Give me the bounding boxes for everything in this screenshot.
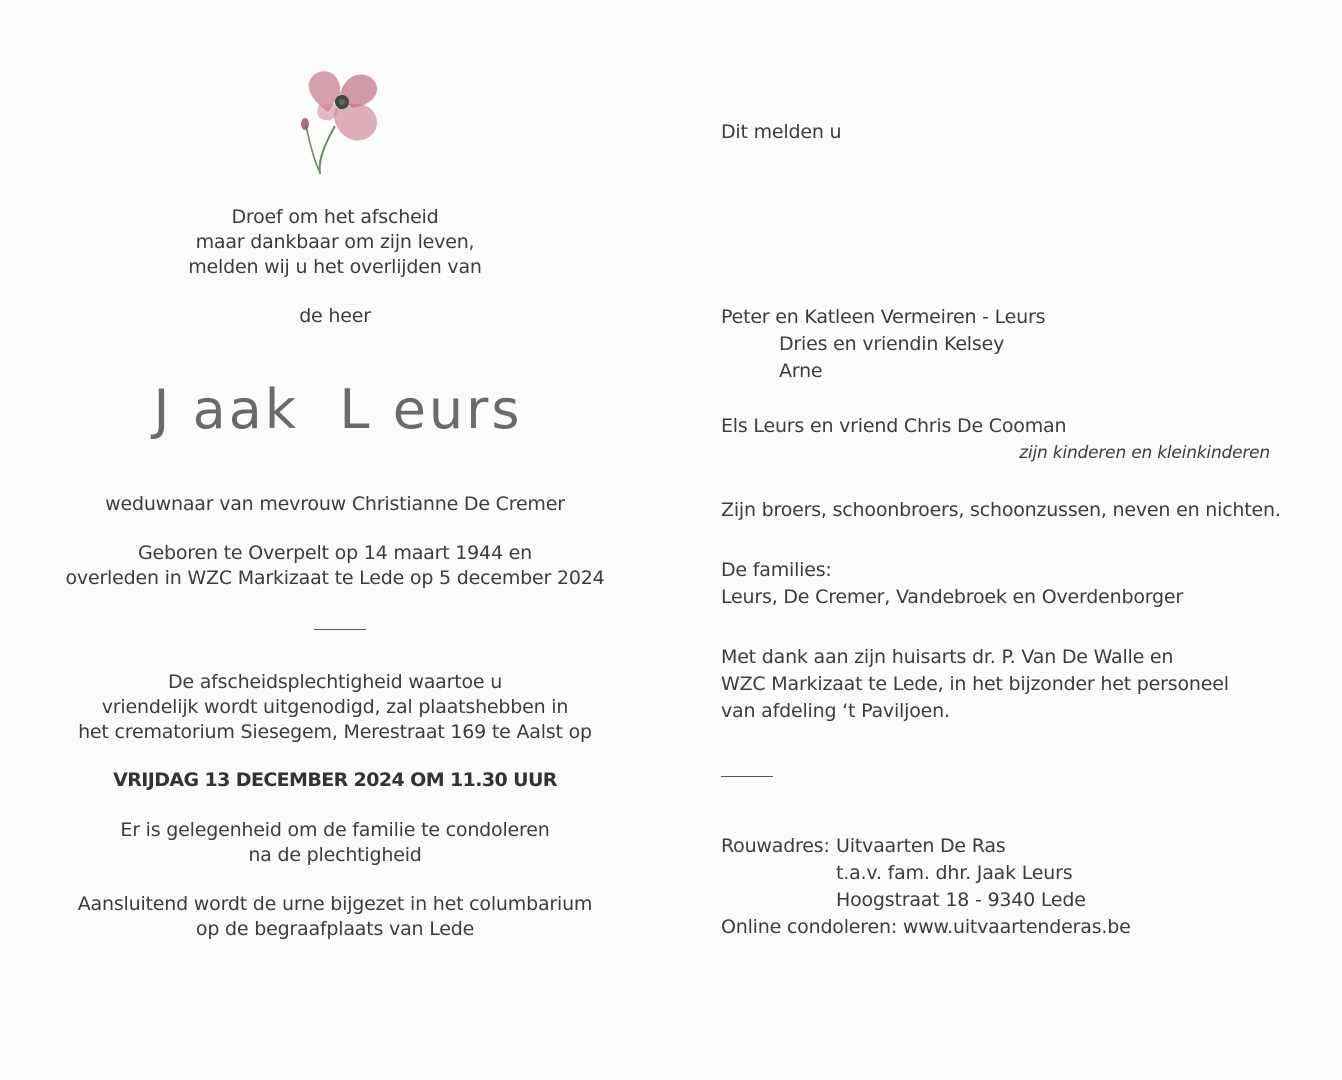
intro-line-1: Droef om het afscheid [231, 206, 439, 228]
thanks-line-1: Met dank aan zijn huisarts dr. P. Van De Walle en [721, 646, 1174, 668]
announce-line: Dit melden u [721, 121, 842, 143]
grandchild-arne: Arne [779, 360, 823, 382]
title-prefix: de heer [299, 305, 371, 327]
ceremony-line-2: vriendelijk wordt uitgenodigd, zal plaatshebben in [101, 696, 569, 718]
families-label: De families: [721, 559, 832, 581]
urn-line-1: Aansluitend wordt de urne bijgezet in het columbarium [77, 893, 593, 915]
death-line: overleden in WZC Markizaat te Lede op 5 december 2024 [65, 567, 605, 589]
thanks-line-2: WZC Markizaat te Lede, in het bijzonder het personeel [721, 673, 1229, 695]
address-line-2: t.a.v. fam. dhr. Jaak Leurs [836, 862, 1073, 884]
online-condolence-line: Online condoleren: www.uitvaartenderas.be [721, 916, 1131, 938]
name-last-rest: eurs [392, 378, 523, 441]
widower-line: weduwnaar van mevrouw Christianne De Cremer [105, 493, 565, 515]
address-line-1: Uitvaarten De Ras [836, 835, 1006, 857]
birth-line: Geboren te Overpelt op 14 maart 1944 en [137, 542, 533, 564]
urn-line-2: op de begraafplaats van Lede [195, 918, 475, 940]
ceremony-line-1: De afscheidsplechtigheid waartoe u [167, 671, 503, 693]
name-last-initial: L [339, 378, 373, 441]
ceremony-line-3: het crematorium Siesegem, Merestraat 169 te Aalst op [78, 721, 592, 743]
family-els: Els Leurs en vriend Chris De Cooman [721, 415, 1067, 437]
family-peter: Peter en Katleen Vermeiren - Leurs [721, 306, 1046, 328]
right-divider [721, 776, 773, 777]
condolence-line-2: na de plechtigheid [248, 844, 422, 866]
families-list: Leurs, De Cremer, Vandebroek en Overdenborger [721, 586, 1183, 608]
name-first-initial: J [153, 378, 173, 441]
address-line-3: Hoogstraat 18 - 9340 Lede [836, 889, 1086, 911]
grandchild-dries: Dries en vriendin Kelsey [779, 333, 1005, 355]
deceased-name [0, 378, 676, 442]
intro-line-3: melden wij u het overlijden van [188, 256, 482, 278]
children-note: zijn kinderen en kleinkinderen [1019, 443, 1270, 463]
intro-line-2: maar dankbaar om zijn leven, [195, 231, 475, 253]
poppy-flower-icon [290, 64, 390, 182]
thanks-line-3: van afdeling ‘t Paviljoen. [721, 700, 950, 722]
condolence-line-1: Er is gelegenheid om de familie te condoleren [120, 819, 550, 841]
ceremony-date-time: VRIJDAG 13 DECEMBER 2024 OM 11.30 UUR [113, 769, 557, 791]
left-divider [314, 629, 366, 630]
address-label: Rouwadres: [721, 835, 830, 857]
siblings-line: Zijn broers, schoonbroers, schoonzussen, neven en nichten. [721, 499, 1281, 521]
name-first-rest: aak [192, 378, 300, 441]
